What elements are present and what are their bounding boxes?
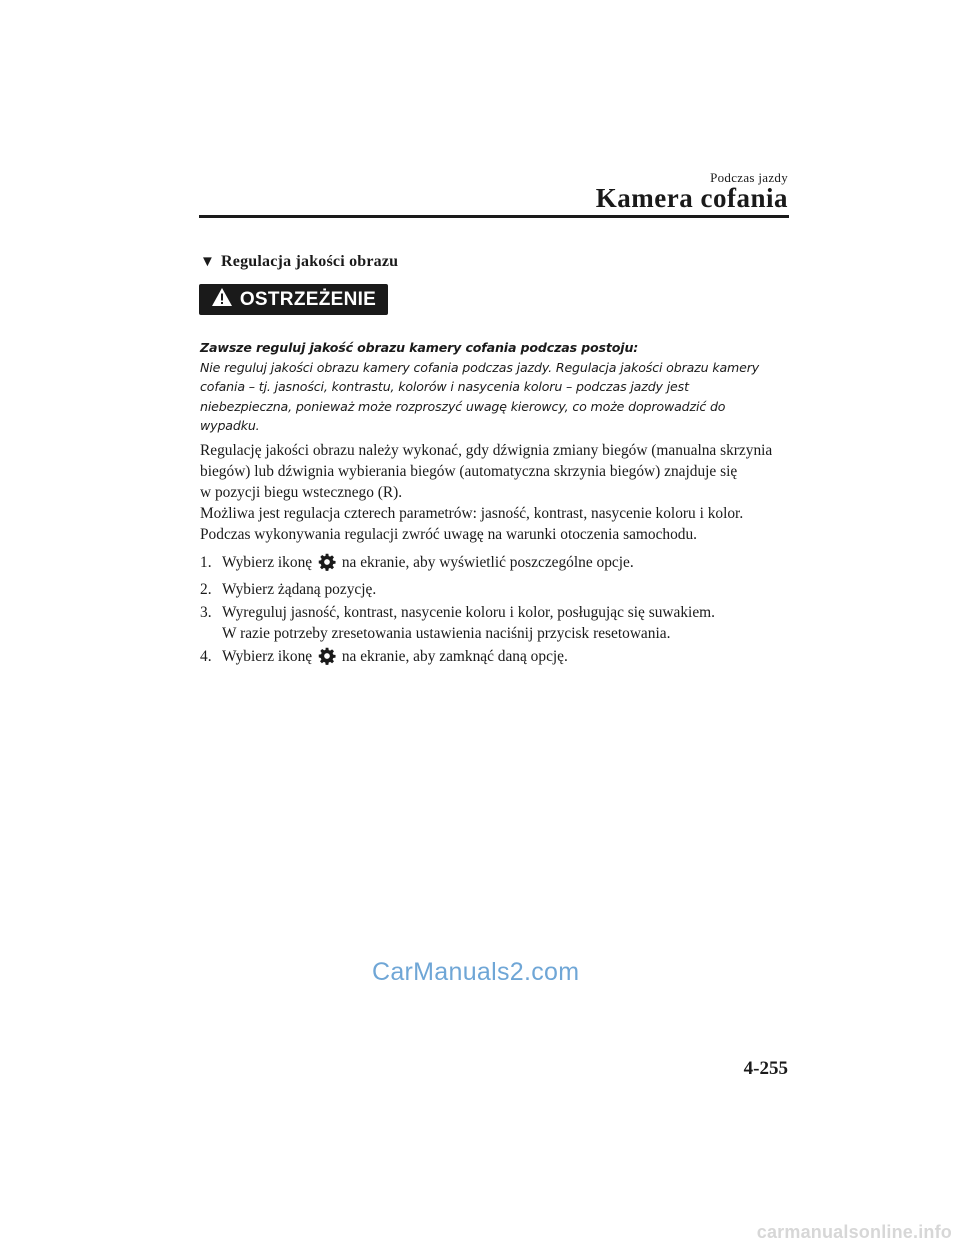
gear-icon <box>318 647 336 671</box>
body-line: w pozycji biegu wstecznego (R). <box>200 484 403 501</box>
subsection-heading <box>200 253 398 271</box>
body-text <box>200 440 792 673</box>
warning-triangle-icon <box>211 287 240 313</box>
warning-text <box>200 338 790 436</box>
warning-line: wypadku. <box>200 418 260 433</box>
warning-line: cofania – tj. jasności, kontrastu, kolorów i nasycenia koloru – podczas jazdy jest <box>200 379 689 394</box>
page-title: Kamera cofania <box>595 183 788 213</box>
step-text: Wybierz żądaną pozycję. <box>222 581 377 598</box>
body-line: Podczas wykonywania regulacji zwróć uwagę na warunki otoczenia samochodu. <box>200 526 698 543</box>
watermark-link[interactable]: CarManuals2.com <box>372 958 580 986</box>
step-text: Wybierz ikonę na ekranie, aby zamknąć daną opcję. <box>222 646 792 671</box>
list-item <box>200 579 792 600</box>
step-number: 3. <box>200 604 212 621</box>
step-number: 2. <box>200 581 212 598</box>
body-line: biegów) lub dźwignia wybierania biegów (automatyczna skrzynia biegów) znajduje się <box>200 463 738 480</box>
step-number: 1. <box>200 554 212 571</box>
body-line: Możliwa jest regulacja czterech parametrów: jasność, kontrast, nasycenie koloru i kolor. <box>200 505 744 522</box>
gear-icon <box>318 553 336 577</box>
list-item <box>200 602 792 644</box>
warning-lead: Zawsze reguluj jakość obrazu kamery cofania podczas postoju: <box>200 340 639 355</box>
steps-list <box>200 552 792 671</box>
step-text: Wyreguluj jasność, kontrast, nasycenie koloru i kolor, posługując się suwakiem. W razie potrzeby zresetowania ustawienia naciśnij przycisk resetowania. <box>222 604 715 642</box>
header-divider <box>199 215 789 218</box>
page-number: 4-255 <box>743 1058 788 1079</box>
warning-line: Nie reguluj jakości obrazu kamery cofania podczas jazdy. Regulacja jakości obrazu kamery <box>200 359 760 375</box>
list-item <box>200 646 792 671</box>
footer-watermark[interactable]: carmanualsonline.info <box>756 1222 952 1242</box>
warning-line: niebezpieczna, ponieważ może rozproszyć uwagę kierowcy, co może doprowadzić do <box>200 398 726 414</box>
step-number: 4. <box>200 648 212 665</box>
step-text: Wybierz ikonę na ekranie, aby wyświetlić poszczególne opcje. <box>222 552 792 577</box>
triangle-down-icon: ▼ <box>200 253 216 270</box>
body-line: Regulację jakości obrazu należy wykonać, gdy dźwignia zmiany biegów (manualna skrzynia <box>200 442 773 459</box>
subsection-title: Regulacja jakości obrazu <box>221 253 399 270</box>
warning-badge <box>199 284 388 315</box>
section-label: Podczas jazdy <box>710 170 788 185</box>
list-item <box>200 552 792 577</box>
warning-label: OSTRZEŻENIE <box>239 288 377 310</box>
